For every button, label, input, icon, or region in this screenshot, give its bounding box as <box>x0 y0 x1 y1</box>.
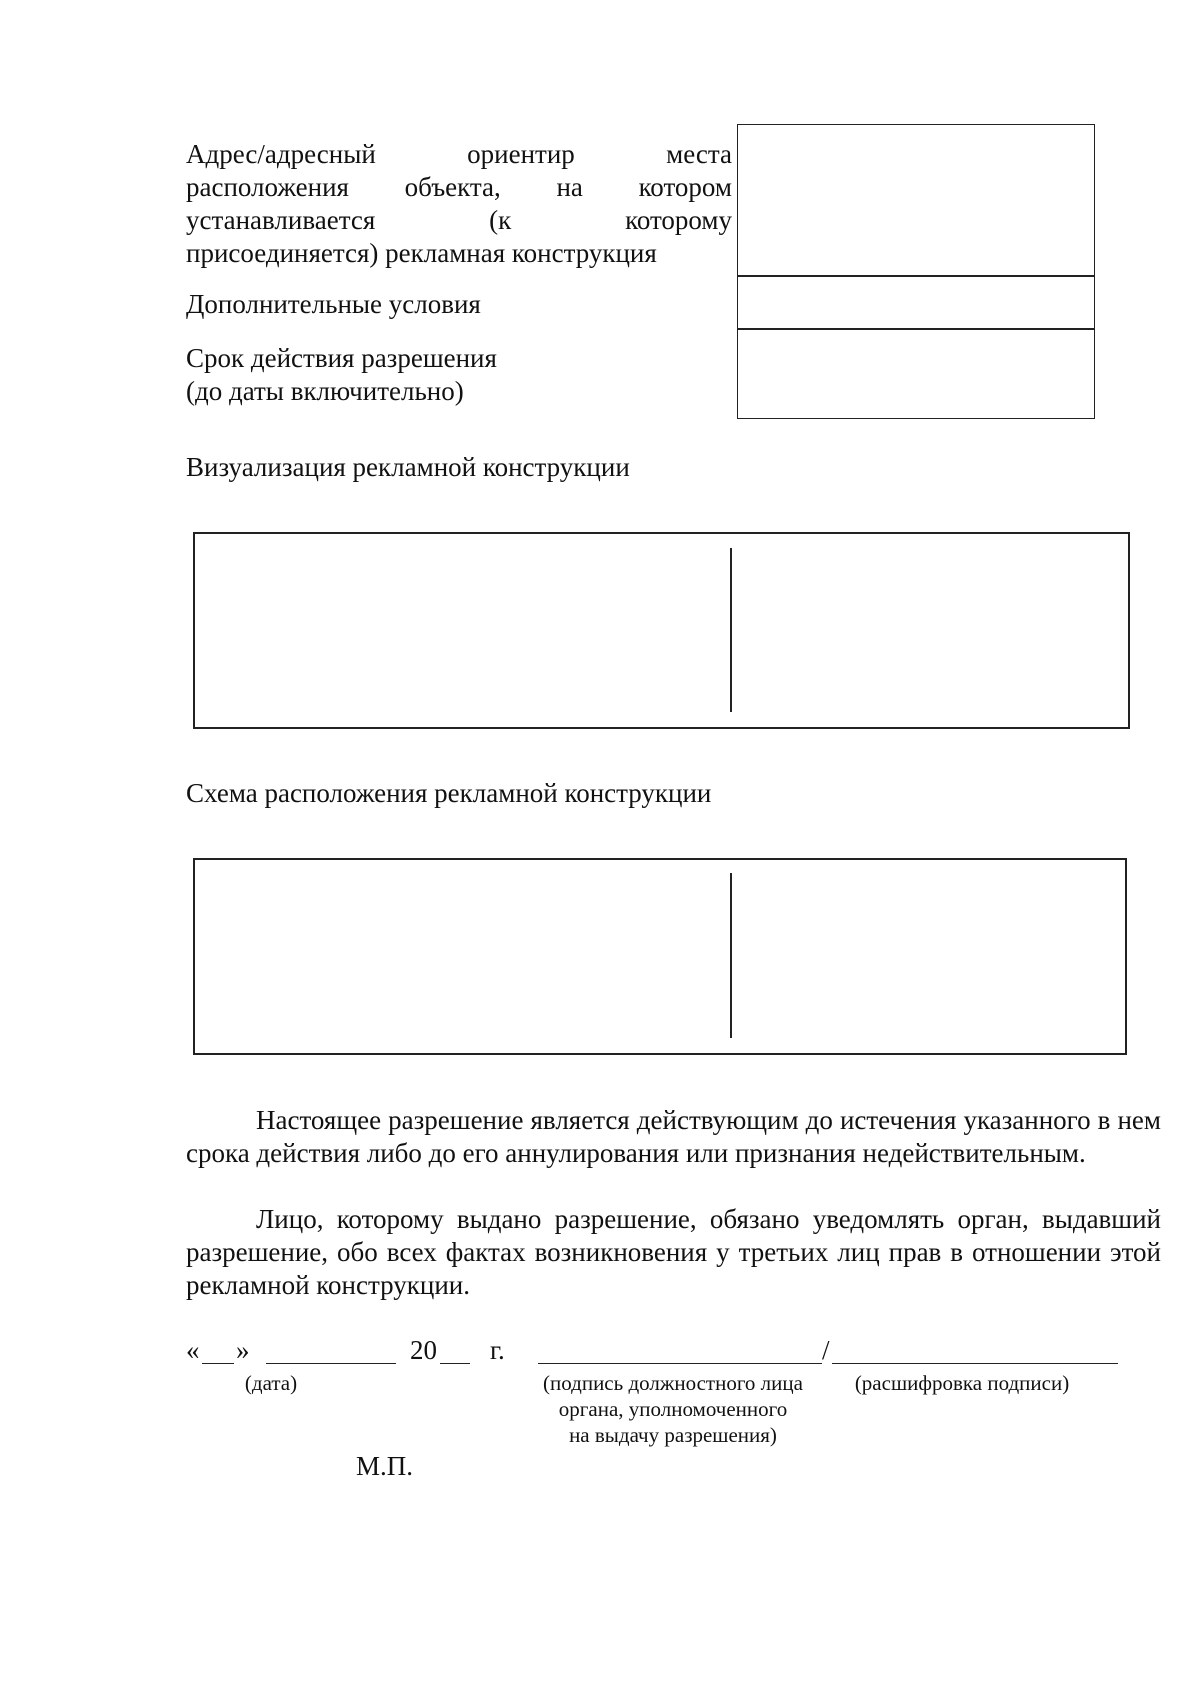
scheme-divider <box>730 873 732 1038</box>
stamp-placeholder: М.П. <box>356 1451 414 1481</box>
validity-notice: Настоящее разрешение является действующим до истечения указанного в нем срока действия либо до его аннулирования или признания недействительным. <box>186 1105 1161 1168</box>
address-label-line4: присоединяется) рекламная конструкция <box>186 238 657 268</box>
signature-slash: / <box>822 1335 830 1365</box>
validity-value-cell[interactable] <box>737 329 1095 419</box>
quote-close: » <box>236 1335 250 1365</box>
signature-blank[interactable] <box>538 1363 822 1364</box>
address-label-line2: расположения объекта, на котором <box>186 172 732 202</box>
year-prefix: 20 <box>410 1335 437 1365</box>
decoding-blank[interactable] <box>832 1363 1118 1364</box>
validity-label-line1: Срок действия разрешения <box>186 343 497 373</box>
month-blank[interactable] <box>266 1363 396 1364</box>
additional-conditions-value-cell[interactable] <box>737 276 1095 329</box>
visualization-heading: Визуализация рекламной конструкции <box>186 452 630 482</box>
notify-notice: Лицо, которому выдано разрешение, обязано уведомлять орган, выдавший разрешение, обо всех фактах возникновения у третьих лиц прав в отношении этой рекламной конструкции. <box>186 1204 1161 1300</box>
year-suffix: г. <box>490 1335 505 1365</box>
visualization-divider <box>730 548 732 712</box>
visualization-box[interactable] <box>193 532 1130 729</box>
day-blank[interactable] <box>202 1363 234 1364</box>
additional-conditions-label: Дополнительные условия <box>186 289 481 319</box>
address-label-line1: Адрес/адресный ориентир места <box>186 139 732 169</box>
decoding-caption: (расшифровка подписи) <box>854 1371 1070 1395</box>
address-label-line3: устанавливается (к которому <box>186 205 732 235</box>
address-label <box>186 138 732 270</box>
address-value-cell[interactable] <box>737 124 1095 276</box>
signature-date-row <box>186 1334 1161 1370</box>
year-blank[interactable] <box>440 1363 470 1364</box>
date-caption: (дата) <box>244 1371 298 1395</box>
quote-open: « <box>186 1335 200 1365</box>
signature-caption: (подпись должностного лица органа, уполномоченного на выдачу разрешения) <box>543 1371 803 1447</box>
scheme-box[interactable] <box>193 858 1127 1055</box>
validity-label-line2: (до даты включительно) <box>186 376 464 406</box>
scheme-heading: Схема расположения рекламной конструкции <box>186 778 712 808</box>
